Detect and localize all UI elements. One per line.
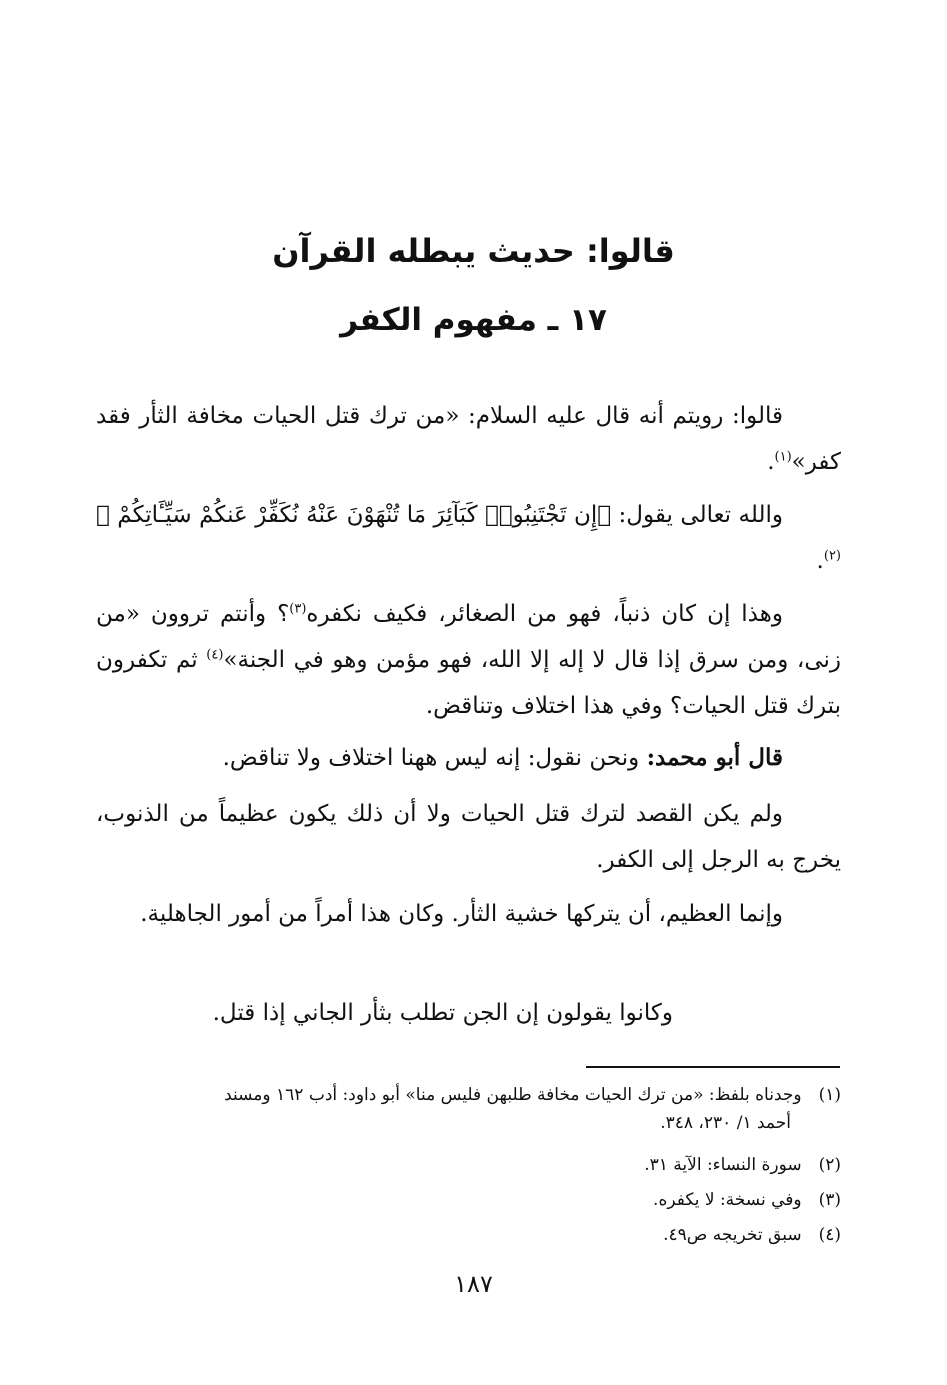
page-number: ١٨٧ [454, 1270, 493, 1298]
chapter-title: قالوا: حديث يبطله القرآن [272, 232, 675, 270]
paragraph-1: قالوا: رويتم أنه قال عليه السلام: «من ترك قتل الحيات مخافة الثأر فقد كفر»$^{(١)}$. [96, 403, 841, 475]
footnote-ref-2: (٢) [823, 548, 841, 564]
footnote-2 [96, 1151, 841, 1179]
paragraph-3-text-c: ثم تكفرون بترك قتل الحيات؟ وفي هذا اختلاف وتناقض. [96, 647, 841, 719]
paragraph-6-text: وإنما العظيم، أن يتركها خشية الثأر. وكان هذا أمراً من أمور الجاهلية. [140, 901, 783, 927]
paragraph-5-text: ولم يكن القصد لترك قتل الحيات ولا أن ذلك يكون عظيماً من الذنوب، يخرج به الرجل إلى الكفر. [96, 801, 841, 873]
footnote-1 [96, 1081, 841, 1137]
paragraph-2: والله تعالى يقول: ﴿إِن تَجْتَنِبُوا۟ كَبَآئِرَ مَا تُنْهَوْنَ عَنْهُ نُكَفِّرْ عَنكُمْ سَيِّـَٔاتِكُمْ ﴾$^{(٢)}$. [96, 502, 841, 574]
paragraph-7 [96, 990, 841, 1036]
footnote-4 [96, 1221, 841, 1249]
paragraph-6 [96, 891, 841, 937]
speaker-label: قال أبو محمد: [646, 744, 783, 771]
paragraph-2-text: والله تعالى يقول: ﴿إِن تَجْتَنِبُوا۟ كَبَآئِرَ مَا تُنْهَوْنَ عَنْهُ نُكَفِّرْ عَنكُمْ سَيِّـَٔاتِكُمْ ﴾ [96, 502, 783, 528]
footnote-text: سورة النساء: الآية ٣١. [644, 1155, 802, 1175]
paragraph-3 [96, 591, 841, 729]
paragraph-4-text: ونحن نقول: إنه ليس ههنا اختلاف ولا تناقض. [222, 745, 647, 771]
section-title: ١٧ ـ مفهوم الكفر [340, 302, 607, 338]
footnote-3 [96, 1186, 841, 1214]
paragraph-3-text-a: وهذا إن كان ذنباً، فهو من الصغائر، فكيف نكفره [306, 601, 783, 627]
footnote-text: وفي نسخة: لا يكفره. [653, 1190, 802, 1210]
paragraph-5 [96, 791, 841, 883]
footnote-text: سبق تخريجه ص٤٩. [663, 1225, 802, 1245]
footnote-ref-1: (١) [774, 449, 792, 465]
footnote-number: (٤) [818, 1225, 841, 1245]
paragraph-3-text-b: ؟ وأنتم تروون «من زنى، ومن سرق إذا قال لا إله إلا الله، فهو مؤمن وهو في الجنة» [96, 601, 841, 673]
paragraph-4 [96, 735, 841, 781]
footnote-text: وجدناه بلفظ: «من ترك الحيات مخافة طلبهن فليس منا» أبو داود: أدب ١٦٢ ومسند [224, 1085, 802, 1105]
footnote-number: (٣) [818, 1190, 841, 1210]
footnote-number: (١) [818, 1085, 841, 1105]
footnote-ref-4: (٤) [206, 647, 224, 663]
footnote-divider [586, 1066, 840, 1068]
footnote-ref-3: (٣) [289, 601, 307, 617]
footnote-number: (٢) [818, 1155, 841, 1175]
footnote-text-continued: أحمد ١/ ٢٣٠، ٣٤٨. [660, 1113, 791, 1133]
paragraph-7-text: وكانوا يقولون إن الجن تطلب بثأر الجاني إذا قتل. [212, 1000, 673, 1026]
paragraph-1-text: قالوا: رويتم أنه قال عليه السلام: «من ترك قتل الحيات مخافة الثأر فقد كفر» [96, 403, 841, 475]
